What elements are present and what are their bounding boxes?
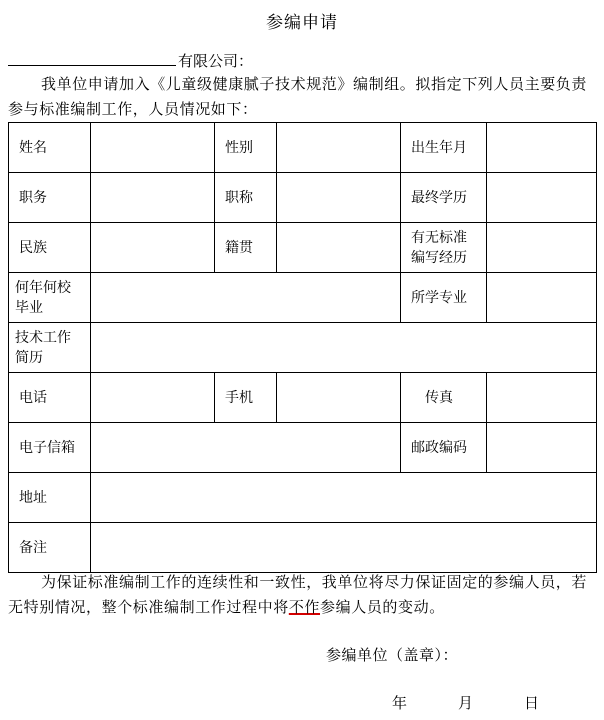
label-address: 地址: [9, 473, 91, 523]
label-birth: 出生年月: [401, 123, 487, 173]
page-title: 参编申请: [266, 13, 338, 33]
field-experience[interactable]: [487, 223, 597, 273]
label-graduation: 何年何校毕业: [9, 273, 91, 323]
addressee-blank[interactable]: [8, 51, 176, 66]
field-phone[interactable]: [91, 373, 215, 423]
field-ethnicity[interactable]: [91, 223, 215, 273]
label-education: 最终学历: [401, 173, 487, 223]
closing-text-after: 参编人员的变动。: [320, 598, 445, 616]
signature-label: 参编单位（盖章）：: [326, 646, 459, 664]
table-row: [9, 523, 597, 573]
field-birth[interactable]: [487, 123, 597, 173]
label-position: 职务: [9, 173, 91, 223]
field-fax[interactable]: [487, 373, 597, 423]
field-major[interactable]: [487, 273, 597, 323]
closing-marked-text: 不作: [288, 598, 321, 616]
label-major: 所学专业: [401, 273, 487, 323]
date-day: 日: [524, 694, 540, 712]
label-name: 姓名: [9, 123, 91, 173]
label-resume: 技术工作简历: [9, 323, 91, 373]
label-title: 职称: [215, 173, 277, 223]
field-education[interactable]: [487, 173, 597, 223]
field-postcode[interactable]: [487, 423, 597, 473]
label-phone: 电话: [9, 373, 91, 423]
closing-text-before: 为保证标准编制工作的连续性和一致性，我单位将尽力保证固定的参编人员，若无特别情况，整个标准编制工作过程中将: [8, 573, 588, 616]
label-remark: 备注: [9, 523, 91, 573]
label-ethnicity: 民族: [9, 223, 91, 273]
label-postcode: 邮政编码: [401, 423, 487, 473]
field-remark[interactable]: [91, 523, 597, 573]
table-row: [9, 173, 597, 223]
table-row: [9, 273, 597, 323]
personnel-form-table: [8, 122, 597, 573]
table-row: [9, 323, 597, 373]
closing-paragraph: [8, 570, 592, 620]
table-row: [9, 473, 597, 523]
field-gender[interactable]: [277, 123, 401, 173]
table-row: [9, 373, 597, 423]
intro-paragraph: 我单位申请加入《儿童级健康腻子技术规范》编制组。拟指定下列人员主要负责参与标准编制工作，人员情况如下：: [8, 75, 588, 118]
date-month: 月: [458, 694, 474, 712]
field-graduation[interactable]: [91, 273, 401, 323]
table-row: [9, 423, 597, 473]
addressee-line: [8, 50, 253, 71]
label-native-place: 籍贯: [215, 223, 277, 273]
field-resume[interactable]: [91, 323, 597, 373]
label-mobile: 手机: [215, 373, 277, 423]
field-address[interactable]: [91, 473, 597, 523]
label-experience: 有无标准编写经历: [401, 223, 487, 273]
field-position[interactable]: [91, 173, 215, 223]
label-gender: 性别: [215, 123, 277, 173]
label-fax: 传真: [401, 373, 487, 423]
field-title[interactable]: [277, 173, 401, 223]
label-email: 电子信箱: [9, 423, 91, 473]
field-name[interactable]: [91, 123, 215, 173]
date-year: 年: [392, 694, 408, 712]
field-mobile[interactable]: [277, 373, 401, 423]
field-email[interactable]: [91, 423, 401, 473]
table-row: [9, 123, 597, 173]
addressee-suffix: 有限公司：: [178, 52, 254, 70]
field-native-place[interactable]: [277, 223, 401, 273]
table-row: [9, 223, 597, 273]
